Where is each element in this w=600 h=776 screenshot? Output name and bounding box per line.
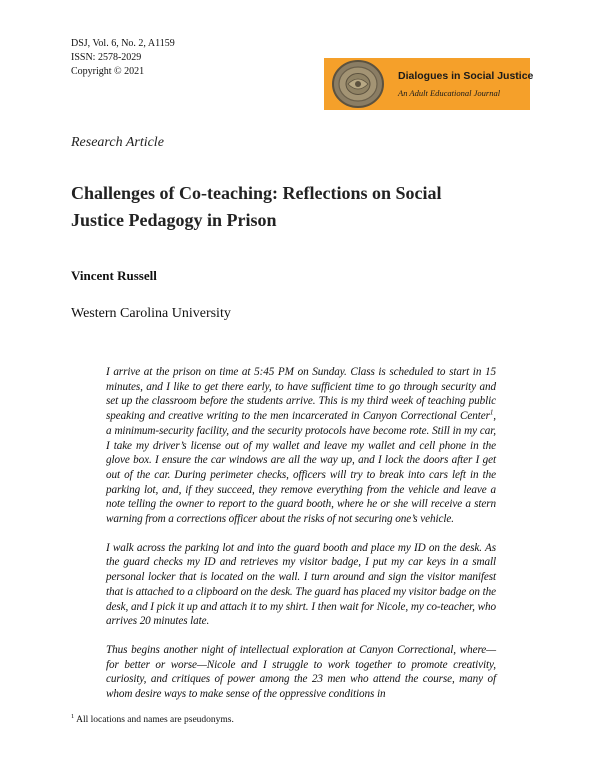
- author-affiliation: Western Carolina University: [71, 306, 231, 321]
- banner-subtitle: An Adult Educational Journal: [398, 88, 501, 98]
- volume-line: DSJ, Vol. 6, No. 2, A1159: [71, 38, 175, 49]
- paragraph: Thus begins another night of intellectual exploration at Canyon Correctional, where—for better or worse—Nicole and I struggle to work together to promote creativity, curiosity, and critiques of power among the 23 men who attend the course, many of whom desire ways to make sense of the oppressive conditions in: [106, 643, 496, 701]
- footnote: [71, 713, 234, 725]
- copyright-line: Copyright © 2021: [71, 66, 145, 77]
- banner-title: Dialogues in Social Justice: [398, 69, 534, 82]
- body-text: [106, 365, 496, 716]
- footnote-number: 1: [71, 713, 75, 720]
- journal-seal-logo: [330, 59, 386, 109]
- paragraph: I arrive at the prison on time at 5:45 PM on Sunday. Class is scheduled to start in 15 minutes, and I like to get there early, to have sufficient time to go through security and set up the classroom before the students arrive. This is my third week of teaching public speaking and creative writing to the men incarcerated in Canyon Correctional Center$^1$, a minimum-security facility, and the security protocols have become rote. Still in my car, I take my driver’s license out of my wallet and leave my wallet and cell phone in the glove box. I ensure the car windows are all the way up, and I lock the doors after I get out of the car. During perimeter checks, officers will try to break into cars left in the parking lot, and, if they succeed, they remove everything from the vehicle and leave a note telling the owner to report to the guard booth, where he or she will receive a stern warning from a corrections officer about the risks of not securing one’s vehicle.: [106, 366, 496, 526]
- issn-line: ISSN: 2578-2029: [71, 52, 142, 63]
- journal-meta: [71, 37, 175, 79]
- article-title: Challenges of Co-teaching: Reflections on Social Justice Pedagogy in Prison: [71, 183, 442, 230]
- journal-banner: [324, 58, 534, 110]
- footnote-marker[interactable]: 1: [489, 408, 494, 417]
- paragraph: I walk across the parking lot and into the guard booth and place my ID on the desk. As the guard checks my ID and retrieves my visitor badge, I put my car keys in a small personal locker that is located on the wall. I turn around and sign the visitor manifest that is attached to a clipboard on the desk. The guard has placed my visitor badge on the desk, and I pick it up and attach it to my shirt. I then wait for Nicole, my co-teacher, who arrives 20 minutes late.: [106, 541, 496, 628]
- article-type: Research Article: [71, 135, 164, 150]
- footnote-text: All locations and names are pseudonyms.: [74, 715, 234, 726]
- author-name: Vincent Russell: [71, 268, 157, 283]
